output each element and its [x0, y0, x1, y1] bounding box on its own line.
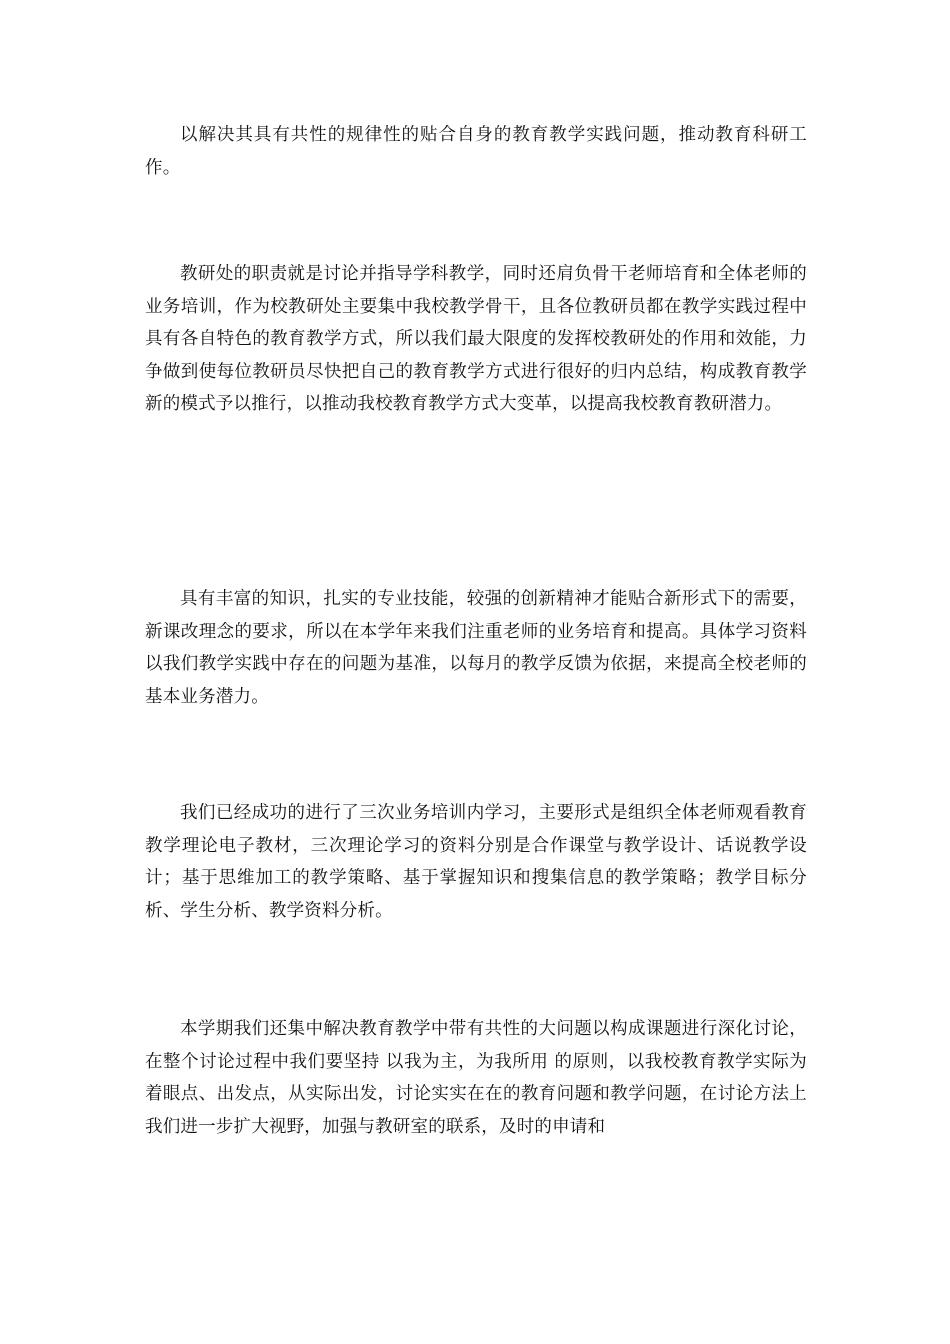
paragraph-5: 本学期我们还集中解决教育教学中带有共性的大问题以构成课题进行深化讨论，在整个讨论过程中我们要坚持 以我为主，为我所用 的原则，以我校教育教学实际为着眼点、出发点，从实际出发，讨论实实在在的教育问题和教学问题，在讨论方法上我们进一步扩大视野，加强与教研室的联系，及时的申请和	[145, 1019, 807, 1137]
paragraph-3: 具有丰富的知识，扎实的专业技能，较强的创新精神才能贴合新形式下的需要，新课改理念的要求，所以在本学年来我们注重老师的业务培育和提高。具体学习资料以我们教学实践中存在的问题为基准，以每月的教学反馈为依据，来提高全校老师的基本业务潜力。	[145, 589, 807, 707]
paragraph-2: 教研处的职责就是讨论并指导学科教学，同时还肩负骨干老师培育和全体老师的业务培训，作为校教研处主要集中我校教学骨干，且各位教研员都在教学实践过程中具有各自特色的教育教学方式，所以我们最大限度的发挥校教研处的作用和效能，力争做到使每位教研员尽快把自己的教育教学方式进行很好的归内总结，构成教育教学新的模式予以推行，以推动我校教育教学方式大变革，以提高我校教育教研潜力。	[145, 264, 807, 414]
paragraph-4: 我们已经成功的进行了三次业务培训内学习，主要形式是组织全体老师观看教育教学理论电子教材，三次理论学习的资料分别是合作课堂与教学设计、话说教学设计；基于思维加工的教学策略、基于掌握知识和搜集信息的教学策略；教学目标分析、学生分析、教学资料分析。	[145, 803, 807, 921]
paragraph-1: 以解决其具有共性的规律性的贴合自身的教育教学实践问题，推动教育科研工作。	[145, 125, 807, 178]
